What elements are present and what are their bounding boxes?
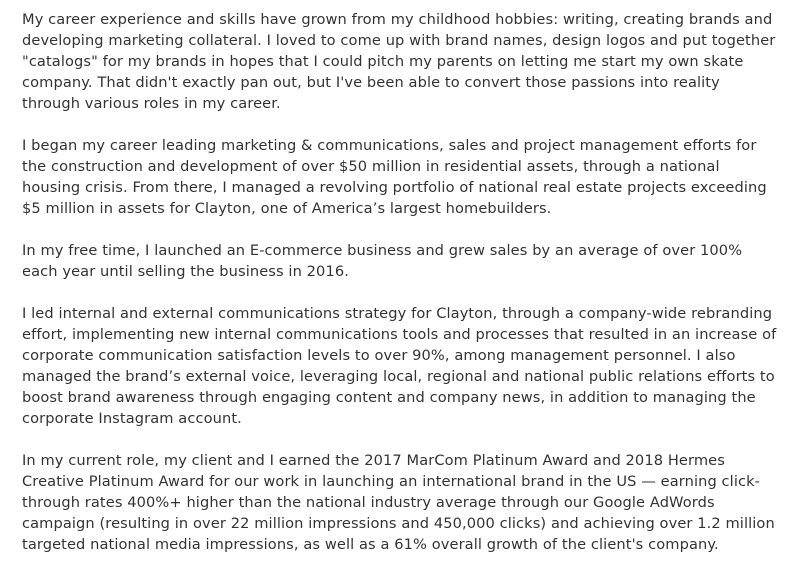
text-line: Creative Platinum Award for our work in launching an international brand in the US — earning click- xyxy=(22,473,761,490)
text-line: effort, implementing new internal communications tools and processes that resulted in an increase of xyxy=(22,326,777,343)
text-line: each year until selling the business in 2016. xyxy=(22,263,349,280)
text-line: campaign (resulting in over 22 million impressions and 450,000 clicks) and achieving over 1.2 million xyxy=(22,515,775,532)
text-line: developing marketing collateral. I loved to come up with brand names, design logos and put together xyxy=(22,32,776,49)
paragraph-ecommerce xyxy=(22,240,802,282)
text-line: I led internal and external communications strategy for Clayton, through a company-wide rebranding xyxy=(22,305,773,322)
text-line: corporate communication satisfaction levels to over 90%, among management personnel. I also xyxy=(22,347,736,364)
text-line: boost brand awareness through engaging content and company news, in addition to managing the xyxy=(22,389,756,406)
text-line: "catalogs" for my brands in hopes that I could pitch my parents on letting me start my own skate xyxy=(22,53,744,70)
text-line: the construction and development of over $50 million in residential assets, through a national xyxy=(22,158,720,175)
text-line: through rates 400%+ higher than the national industry average through our Google AdWords xyxy=(22,494,715,511)
text-line: managed the brand’s external voice, leveraging local, regional and national public relations efforts to xyxy=(22,368,775,385)
paragraph-communications-strategy xyxy=(22,303,802,429)
text-line: I began my career leading marketing & communications, sales and project management efforts for xyxy=(22,137,757,154)
text-line: $5 million in assets for Clayton, one of America’s largest homebuilders. xyxy=(22,200,552,217)
text-line: My career experience and skills have grown from my childhood hobbies: writing, creating brands and xyxy=(22,11,773,28)
paragraph-childhood-hobbies xyxy=(22,9,802,114)
text-line: corporate Instagram account. xyxy=(22,410,242,427)
paragraph-early-career xyxy=(22,135,802,219)
text-line: In my free time, I launched an E-commerce business and grew sales by an average of over 100% xyxy=(22,242,743,259)
text-line: targeted national media impressions, as well as a 61% overall growth of the client's company. xyxy=(22,536,719,553)
text-line: through various roles in my career. xyxy=(22,95,281,112)
text-line: housing crisis. From there, I managed a revolving portfolio of national real estate projects exceeding xyxy=(22,179,767,196)
text-line: company. That didn't exactly pan out, but I've been able to convert those passions into reality xyxy=(22,74,720,91)
paragraph-current-role xyxy=(22,450,802,555)
text-line: In my current role, my client and I earned the 2017 MarCom Platinum Award and 2018 Hermes xyxy=(22,452,725,469)
